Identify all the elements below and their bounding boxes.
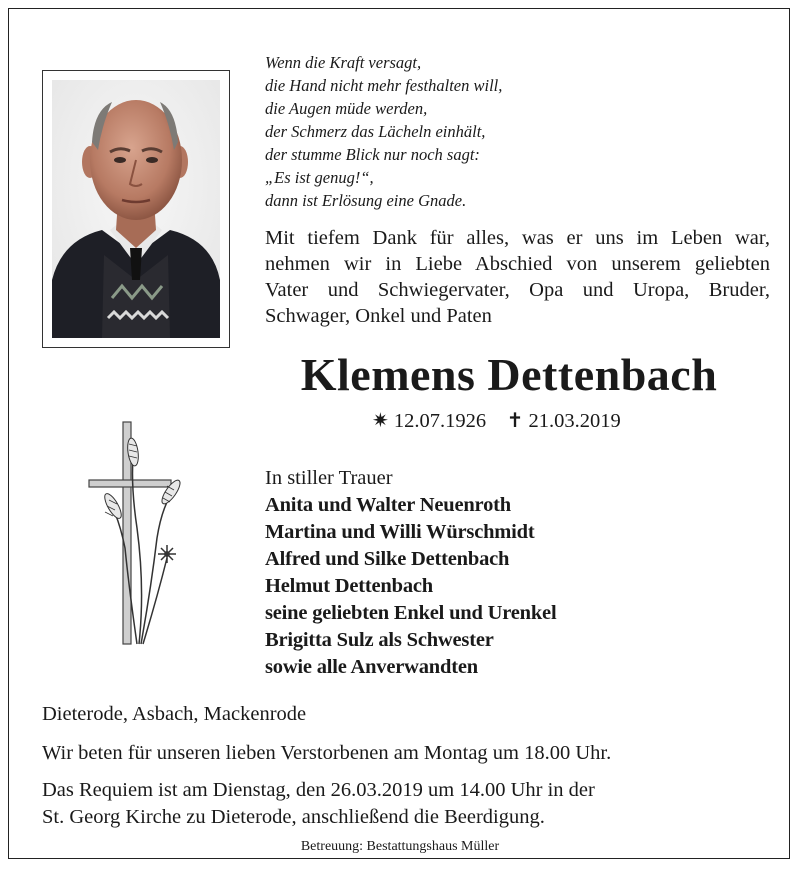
mourner-name: Alfred und Silke Dettenbach	[265, 548, 510, 570]
poem	[265, 51, 745, 212]
life-dates	[372, 408, 621, 434]
death-cross-icon: ✝	[506, 410, 524, 432]
mourner-name: Helmut Dettenbach	[265, 575, 433, 597]
poem-line: der Schmerz das Lächeln einhält,	[265, 122, 486, 141]
intro-line: Mit tiefem Dank für alles, was er uns im Leben war,	[265, 227, 770, 249]
mourner-name: Martina und Willi Würschmidt	[265, 521, 535, 543]
poem-line: Wenn die Kraft versagt,	[265, 53, 422, 72]
birth-date: 12.07.1926	[393, 410, 487, 432]
mourner-name: Anita und Walter Neuenroth	[265, 494, 511, 516]
prayer-notice: Wir beten für unseren lieben Verstorbenen am Montag um 18.00 Uhr.	[42, 742, 612, 764]
places: Dieterode, Asbach, Mackenrode	[42, 703, 307, 725]
portrait-image	[52, 80, 220, 338]
mourning-lead: In stiller Trauer	[265, 467, 393, 489]
poem-line: die Augen müde werden,	[265, 99, 428, 118]
poem-line: der stumme Blick nur noch sagt:	[265, 145, 480, 164]
intro-text	[265, 225, 770, 329]
funeral-home-credit: Betreuung: Bestattungshaus Müller	[300, 839, 500, 854]
portrait-photo	[42, 70, 230, 348]
intro-line: nehmen wir in Liebe Abschied von unserem geliebten	[265, 253, 770, 275]
intro-line: Vater und Schwiegervater, Opa und Uropa, Bruder,	[265, 279, 770, 301]
mourners-list	[265, 465, 765, 681]
requiem-notice	[42, 777, 595, 831]
birth-star-icon: ✷	[372, 410, 389, 432]
cross-with-wheat-icon	[85, 418, 185, 648]
mourner-name: seine geliebten Enkel und Urenkel	[265, 602, 557, 624]
requiem-line: Das Requiem ist am Dienstag, den 26.03.2019 um 14.00 Uhr in der	[42, 779, 595, 801]
mourner-name: sowie alle Anverwandten	[265, 656, 478, 678]
requiem-line: St. Georg Kirche zu Dieterode, anschließend die Beerdigung.	[42, 806, 545, 828]
poem-line: die Hand nicht mehr festhalten will,	[265, 76, 503, 95]
intro-line: Schwager, Onkel und Paten	[265, 305, 492, 327]
mourner-name: Brigitta Sulz als Schwester	[265, 629, 494, 651]
poem-line: dann ist Erlösung eine Gnade.	[265, 191, 467, 210]
poem-line: „Es ist genug!“,	[265, 168, 374, 187]
death-date: 21.03.2019	[528, 410, 621, 432]
deceased-name: Klemens Dettenbach	[300, 349, 718, 400]
